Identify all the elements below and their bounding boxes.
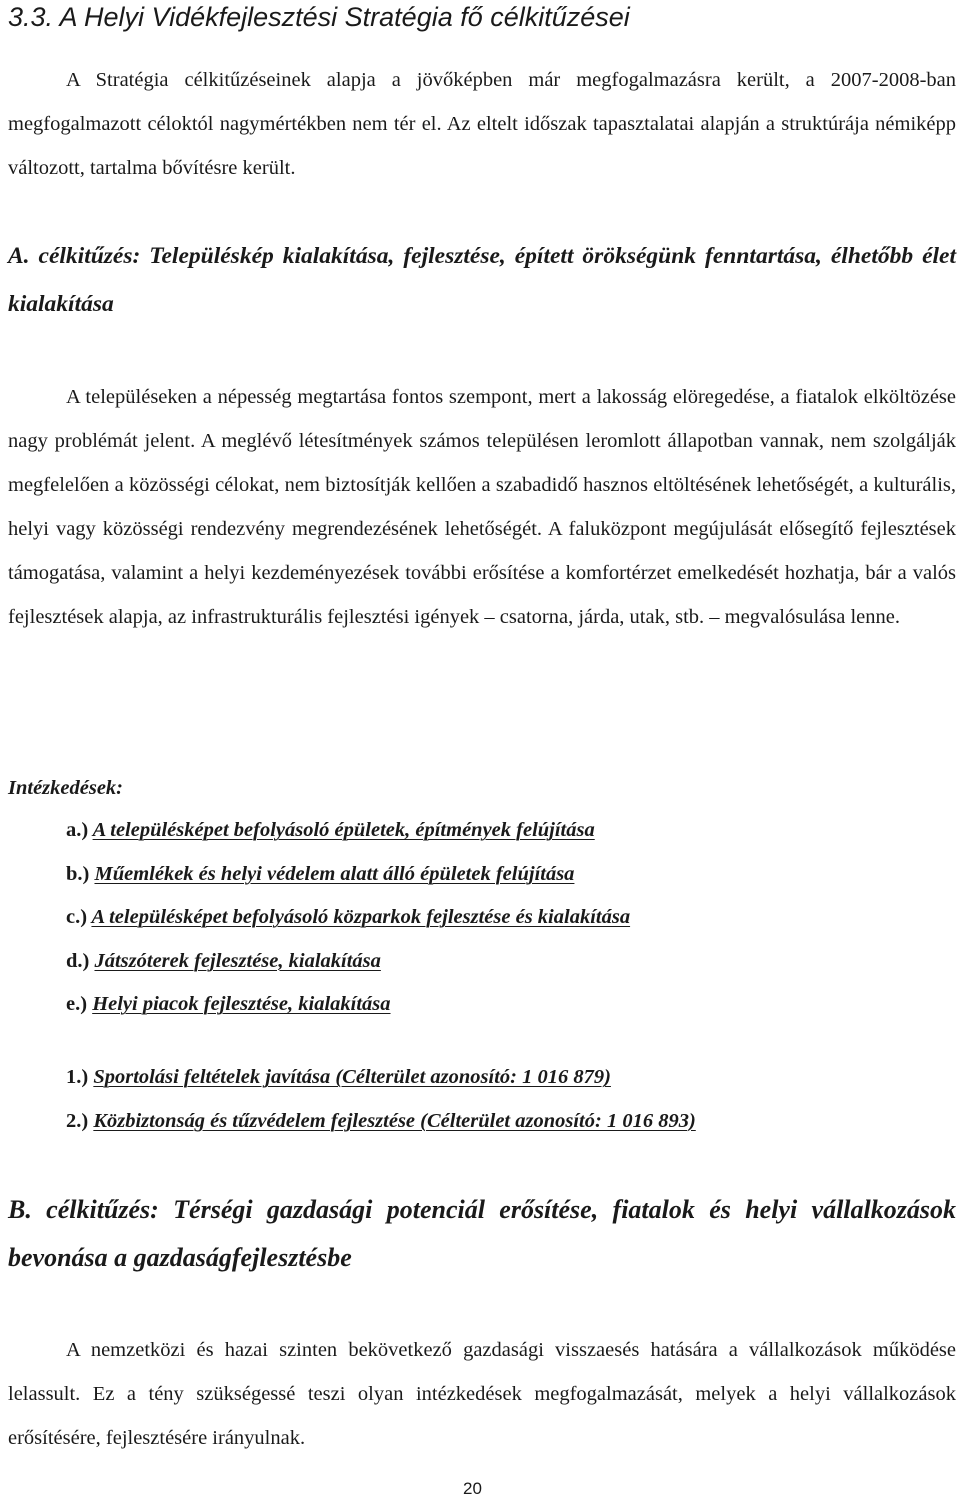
measure-item <box>66 853 630 897</box>
measure-item <box>66 809 630 853</box>
measure-text: Műemlékek és helyi védelem alatt álló épületek felújítása <box>94 862 575 885</box>
target-area-item <box>66 1056 696 1100</box>
goal-a-title: A. célkitűzés: Településkép kialakítása, fejlesztése, épített örökségünk fenntartása, élhetőbb élet kialakítása <box>8 243 956 317</box>
goal-b-paragraph-text: A nemzetközi és hazai szinten bekövetkező gazdasági visszaesés hatására a vállalkozások működése lelassult. Ez a tény szükségessé teszi olyan intézkedések megfogalmazását, melyek a helyi vállalkozások erősítésére, fejlesztésére irányulnak. <box>8 1339 956 1449</box>
target-area-text: Közbiztonság és tűzvédelem fejlesztése (Célterület azonosító: 1 016 893) <box>93 1109 696 1132</box>
measure-marker: c.) <box>66 906 88 928</box>
target-area-marker: 1.) <box>66 1066 89 1088</box>
goal-a-paragraph <box>8 375 956 639</box>
measure-marker: b.) <box>66 862 90 885</box>
page-number: 20 <box>463 1479 482 1498</box>
intro-paragraph <box>8 58 956 190</box>
measure-text: A településképet befolyásoló épületek, építmények felújítása <box>92 819 595 841</box>
measure-item <box>66 896 630 940</box>
measures-heading: Intézkedések: <box>8 777 124 799</box>
measure-text: A településképet befolyásoló közparkok fejlesztése és kialakítása <box>91 906 631 928</box>
measure-marker: a.) <box>66 819 89 841</box>
measure-item <box>66 983 630 1027</box>
measure-item <box>66 940 630 984</box>
measures-list <box>66 809 630 1027</box>
section-title: 3.3. A Helyi Vidékfejlesztési Stratégia fő célkitűzései <box>8 2 630 32</box>
intro-paragraph-text: A Stratégia célkitűzéseinek alapja a jövőképben már megfogalmazásra került, a 2007-2008-ban megfogalmazott céloktól nagymértékben nem tér el. Az eltelt időszak tapasztalatai alapján a struktúrája némiképp változott, tartalma bővítésre került. <box>8 69 956 179</box>
measure-marker: d.) <box>66 949 90 972</box>
goal-b-paragraph <box>8 1328 956 1460</box>
target-areas-list <box>66 1056 696 1143</box>
measure-text: Játszóterek fejlesztése, kialakítása <box>94 949 381 972</box>
goal-a-paragraph-text: A településeken a népesség megtartása fontos szempont, mert a lakosság elöregedése, a fiatalok elköltözése nagy problémát jelent. A meglévő létesítmények számos településen leromlott állapotban vannak, nem szolgálják megfelelően a közösségi célokat, nem biztosítják kellően a szabadidő hasznos eltöltésének lehetőségét, a kulturális, helyi vagy közösségi rendezvény megrendezésének lehetőségét. A faluközpont megújulását elősegítő fejlesztések támogatása, valamint a helyi kezdeményezések további erősítése a komfortérzet emelkedését hozhatja, bár a valós fejlesztések alapja, az infrastrukturális fejlesztési igények – csatorna, járda, utak, stb. – megvalósulása lenne. <box>8 386 956 628</box>
goal-b-title: B. célkitűzés: Térségi gazdasági potenciál erősítése, fiatalok és helyi vállalkozások bevonása a gazdaságfejlesztésbe <box>8 1195 956 1272</box>
target-area-text: Sportolási feltételek javítása (Célterület azonosító: 1 016 879) <box>93 1066 611 1088</box>
measure-marker: e.) <box>66 993 88 1015</box>
target-area-marker: 2.) <box>66 1109 89 1132</box>
target-area-item <box>66 1100 696 1144</box>
measure-text: Helyi piacok fejlesztése, kialakítása <box>92 993 391 1015</box>
